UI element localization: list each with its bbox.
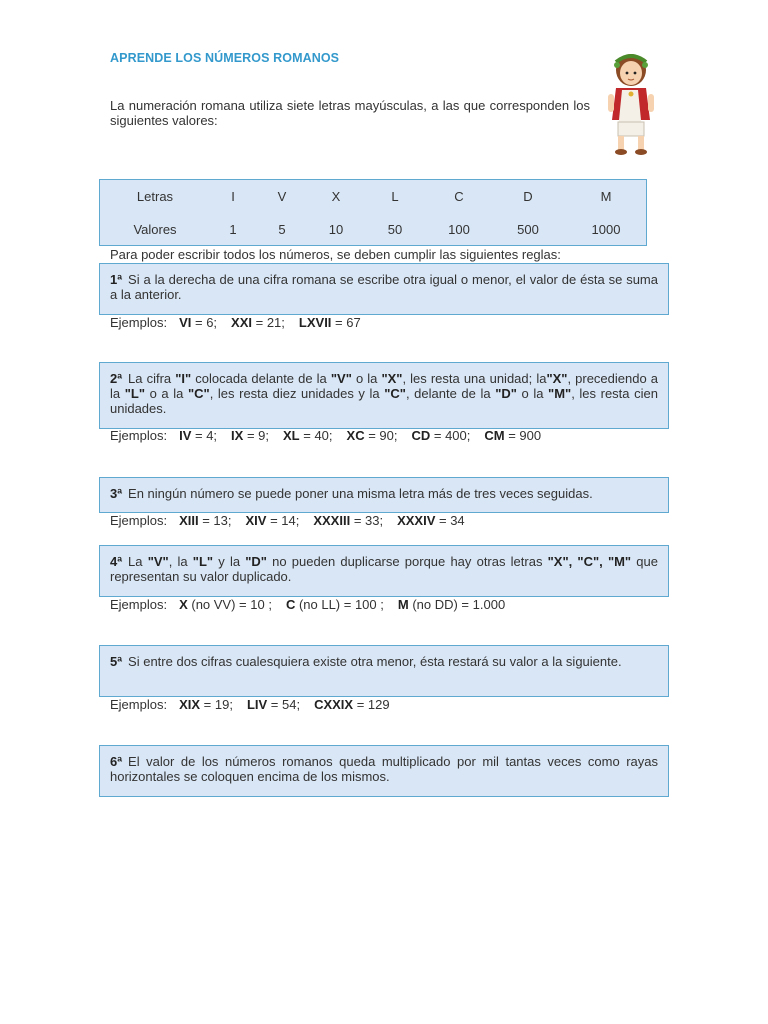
example: CM = 900 [484,428,542,443]
example: CXXIX = 129 [314,697,390,712]
rule-text: Si a la derecha de una cifra romana se escribe otra igual o menor, el valor de ésta se suma a la anterior. [110,272,658,302]
example: VI = 6; [179,315,218,330]
value-cell: 5 [278,222,286,237]
rule-number: 1ª [110,272,123,287]
example: XC = 90; [346,428,398,443]
example: XIII = 13; [179,513,232,528]
page-title: APRENDE LOS NÚMEROS ROMANOS [110,51,340,65]
roman-values-table [99,179,647,246]
rule-text: En ningún número se puede poner una misma letra más de tres veces seguidas. [128,486,593,501]
rule-1-examples: Ejemplos: VI = 6; XXI = 21; LXVII = 67 [110,315,361,330]
rules-intro: Para poder escribir todos los números, se deben cumplir las siguientes reglas: [110,247,561,262]
letter-cell: C [454,189,464,204]
example: XXXIII = 33; [313,513,384,528]
rule-number: 4ª [110,554,123,569]
letter-cell: X [331,189,341,204]
rule-4-examples: Ejemplos: X (no VV) = 10 ; C (no LL) = 100 ; M (no DD) = 1.000 [110,597,506,612]
letter-cell: M [600,189,612,204]
example: M (no DD) = 1.000 [397,597,506,612]
example: XIV = 14; [245,513,300,528]
rule-text: El valor de los números romanos queda multiplicado por mil tantas veces como rayas horizontales se coloquen encima de los mismos. [110,754,658,784]
example: XIX = 19; [179,697,233,712]
rule-2-box: 2ª La cifra "I" colocada delante de la "V" o la "X", les resta una unidad; la"X", precediendo a la "L" o a la "C", les resta diez unidades y la "C", delante de la "D" o la "M", les resta cien unidades. [99,362,669,429]
example: LXVII = 67 [298,315,361,330]
intro-paragraph: La numeración romana utiliza siete letras mayúsculas, a las que corresponden los siguientes valores: [110,98,590,128]
letters-label: Letras [136,189,174,204]
example: XL = 40; [283,428,333,443]
example: CD = 400; [411,428,471,443]
roman-child-illustration [598,48,664,158]
rule-1-box [99,263,669,315]
example: C (no LL) = 100 ; [285,597,384,612]
example: IV = 4; [179,428,218,443]
rule-number: 2ª [110,371,123,386]
example: XXXIV = 34 [397,513,465,528]
value-cell: 50 [387,222,403,237]
rule-3-box [99,477,669,513]
rule-3-examples: Ejemplos: XIII = 13; XIV = 14; XXXIII = 33; XXXIV = 34 [110,513,465,528]
letter-cell: L [391,189,399,204]
letter-cell: I [231,189,235,204]
value-cell: 1 [229,222,237,237]
example: X (no VV) = 10 ; [179,597,272,612]
rule-5-box [99,645,669,697]
rule-text: Si entre dos cifras cualesquiera existe otra menor, ésta restará su valor a la siguiente. [128,654,622,669]
rule-number: 3ª [110,486,123,501]
rule-6-box [99,745,669,797]
example: XXI = 21; [231,315,285,330]
value-cell: 500 [517,222,539,237]
example: IX = 9; [231,428,270,443]
rule-4-box: 4ª La "V", la "L" y la "D" no pueden duplicarse porque hay otras letras "X", "C", "M" que representan su valor duplicado. [99,545,669,597]
value-cell: 100 [448,222,470,237]
rule-number: 6ª [110,754,123,769]
rule-5-examples: Ejemplos: XIX = 19; LIV = 54; CXXIX = 129 [110,697,390,712]
values-label: Valores [133,222,177,237]
rule-number: 5ª [110,654,123,669]
example: LIV = 54; [246,697,301,712]
value-cell: 1000 [591,222,621,237]
letter-cell: V [277,189,287,204]
value-cell: 10 [328,222,344,237]
letter-cell: D [523,189,533,204]
rule-2-examples: Ejemplos: IV = 4; IX = 9; XL = 40; XC = 90; CD = 400; CM = 900 [110,428,542,443]
